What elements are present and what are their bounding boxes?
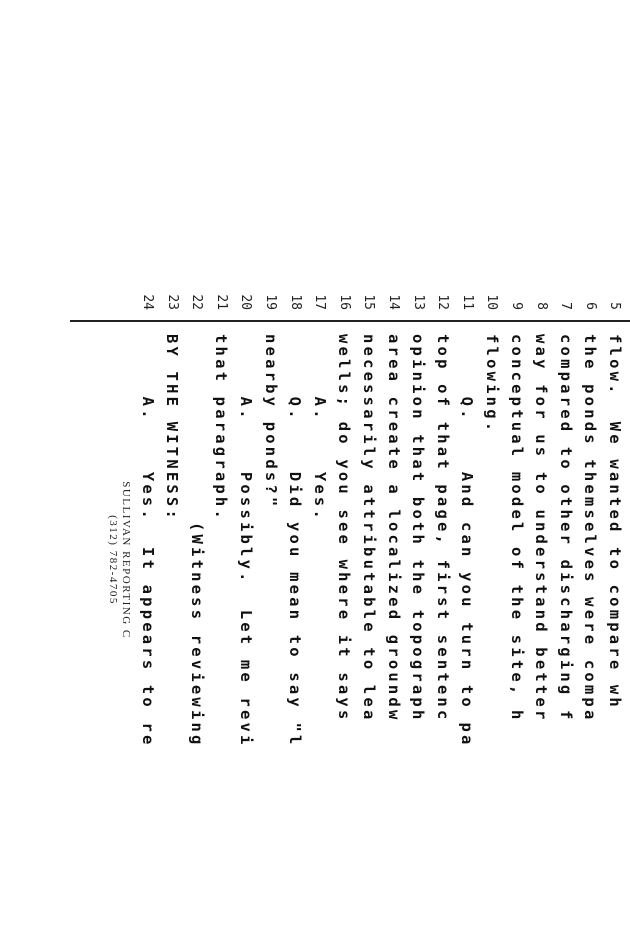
line-text: flow. We wanted to compare wh [606,334,624,710]
line-number: 22 [189,294,205,310]
line-text: necessarily attributable to lea [360,334,378,723]
line-number: 16 [336,294,352,310]
line-text: conceptual model of the site, h [507,334,526,723]
line-number: 9 [509,302,525,310]
line-text: BY THE WITNESS: [163,334,182,522]
line-text: (Witness reviewing [187,334,206,748]
line-text: Q. Did you mean to say "l [286,334,305,748]
line-text: nearby ponds?" [261,334,280,510]
line-text: A. Possibly. Let me revi [237,334,255,748]
line-text: flowing. [483,334,501,435]
line-number: 17 [312,294,328,310]
line-number: 21 [213,294,229,310]
line-text: that paragraph. [212,334,231,522]
line-number: 6 [582,302,598,310]
reporting-phone: (312) 782-4705 [107,515,119,605]
line-text: Q. And can you turn to pa [458,334,477,748]
line-text: wells; do you see where it says [335,334,354,723]
transcript-line [133,294,163,940]
line-number: 8 [533,302,549,310]
line-text: top of that page, first sentenc [433,334,452,723]
line-number: 7 [558,302,574,310]
line-number: 14 [386,294,402,310]
transcript-sheet [70,294,630,800]
line-number: 24 [140,294,156,310]
line-number: 23 [164,294,180,310]
line-text: way for us to understand better [532,334,551,723]
line-number: 18 [287,294,303,310]
line-number: 10 [484,294,500,310]
reporting-company: SULLIVAN REPORTING C [120,481,132,639]
reporter-footer [106,320,132,800]
line-number: 5 [607,302,623,310]
line-text: compared to other discharging f [556,334,575,723]
line-number: 19 [263,294,279,310]
line-text: A. Yes. [310,334,329,522]
line-text: A. Yes. It appears to re [138,334,157,748]
line-number: 13 [410,294,426,310]
line-number: 15 [361,294,377,310]
line-number: 20 [238,294,254,310]
line-number: 12 [435,294,451,310]
line-number: 11 [459,294,475,310]
line-text: the ponds themselves were compa [581,334,600,723]
line-text: opinion that both the topograph [409,334,428,723]
line-text: area create a localized groundw [384,334,403,723]
